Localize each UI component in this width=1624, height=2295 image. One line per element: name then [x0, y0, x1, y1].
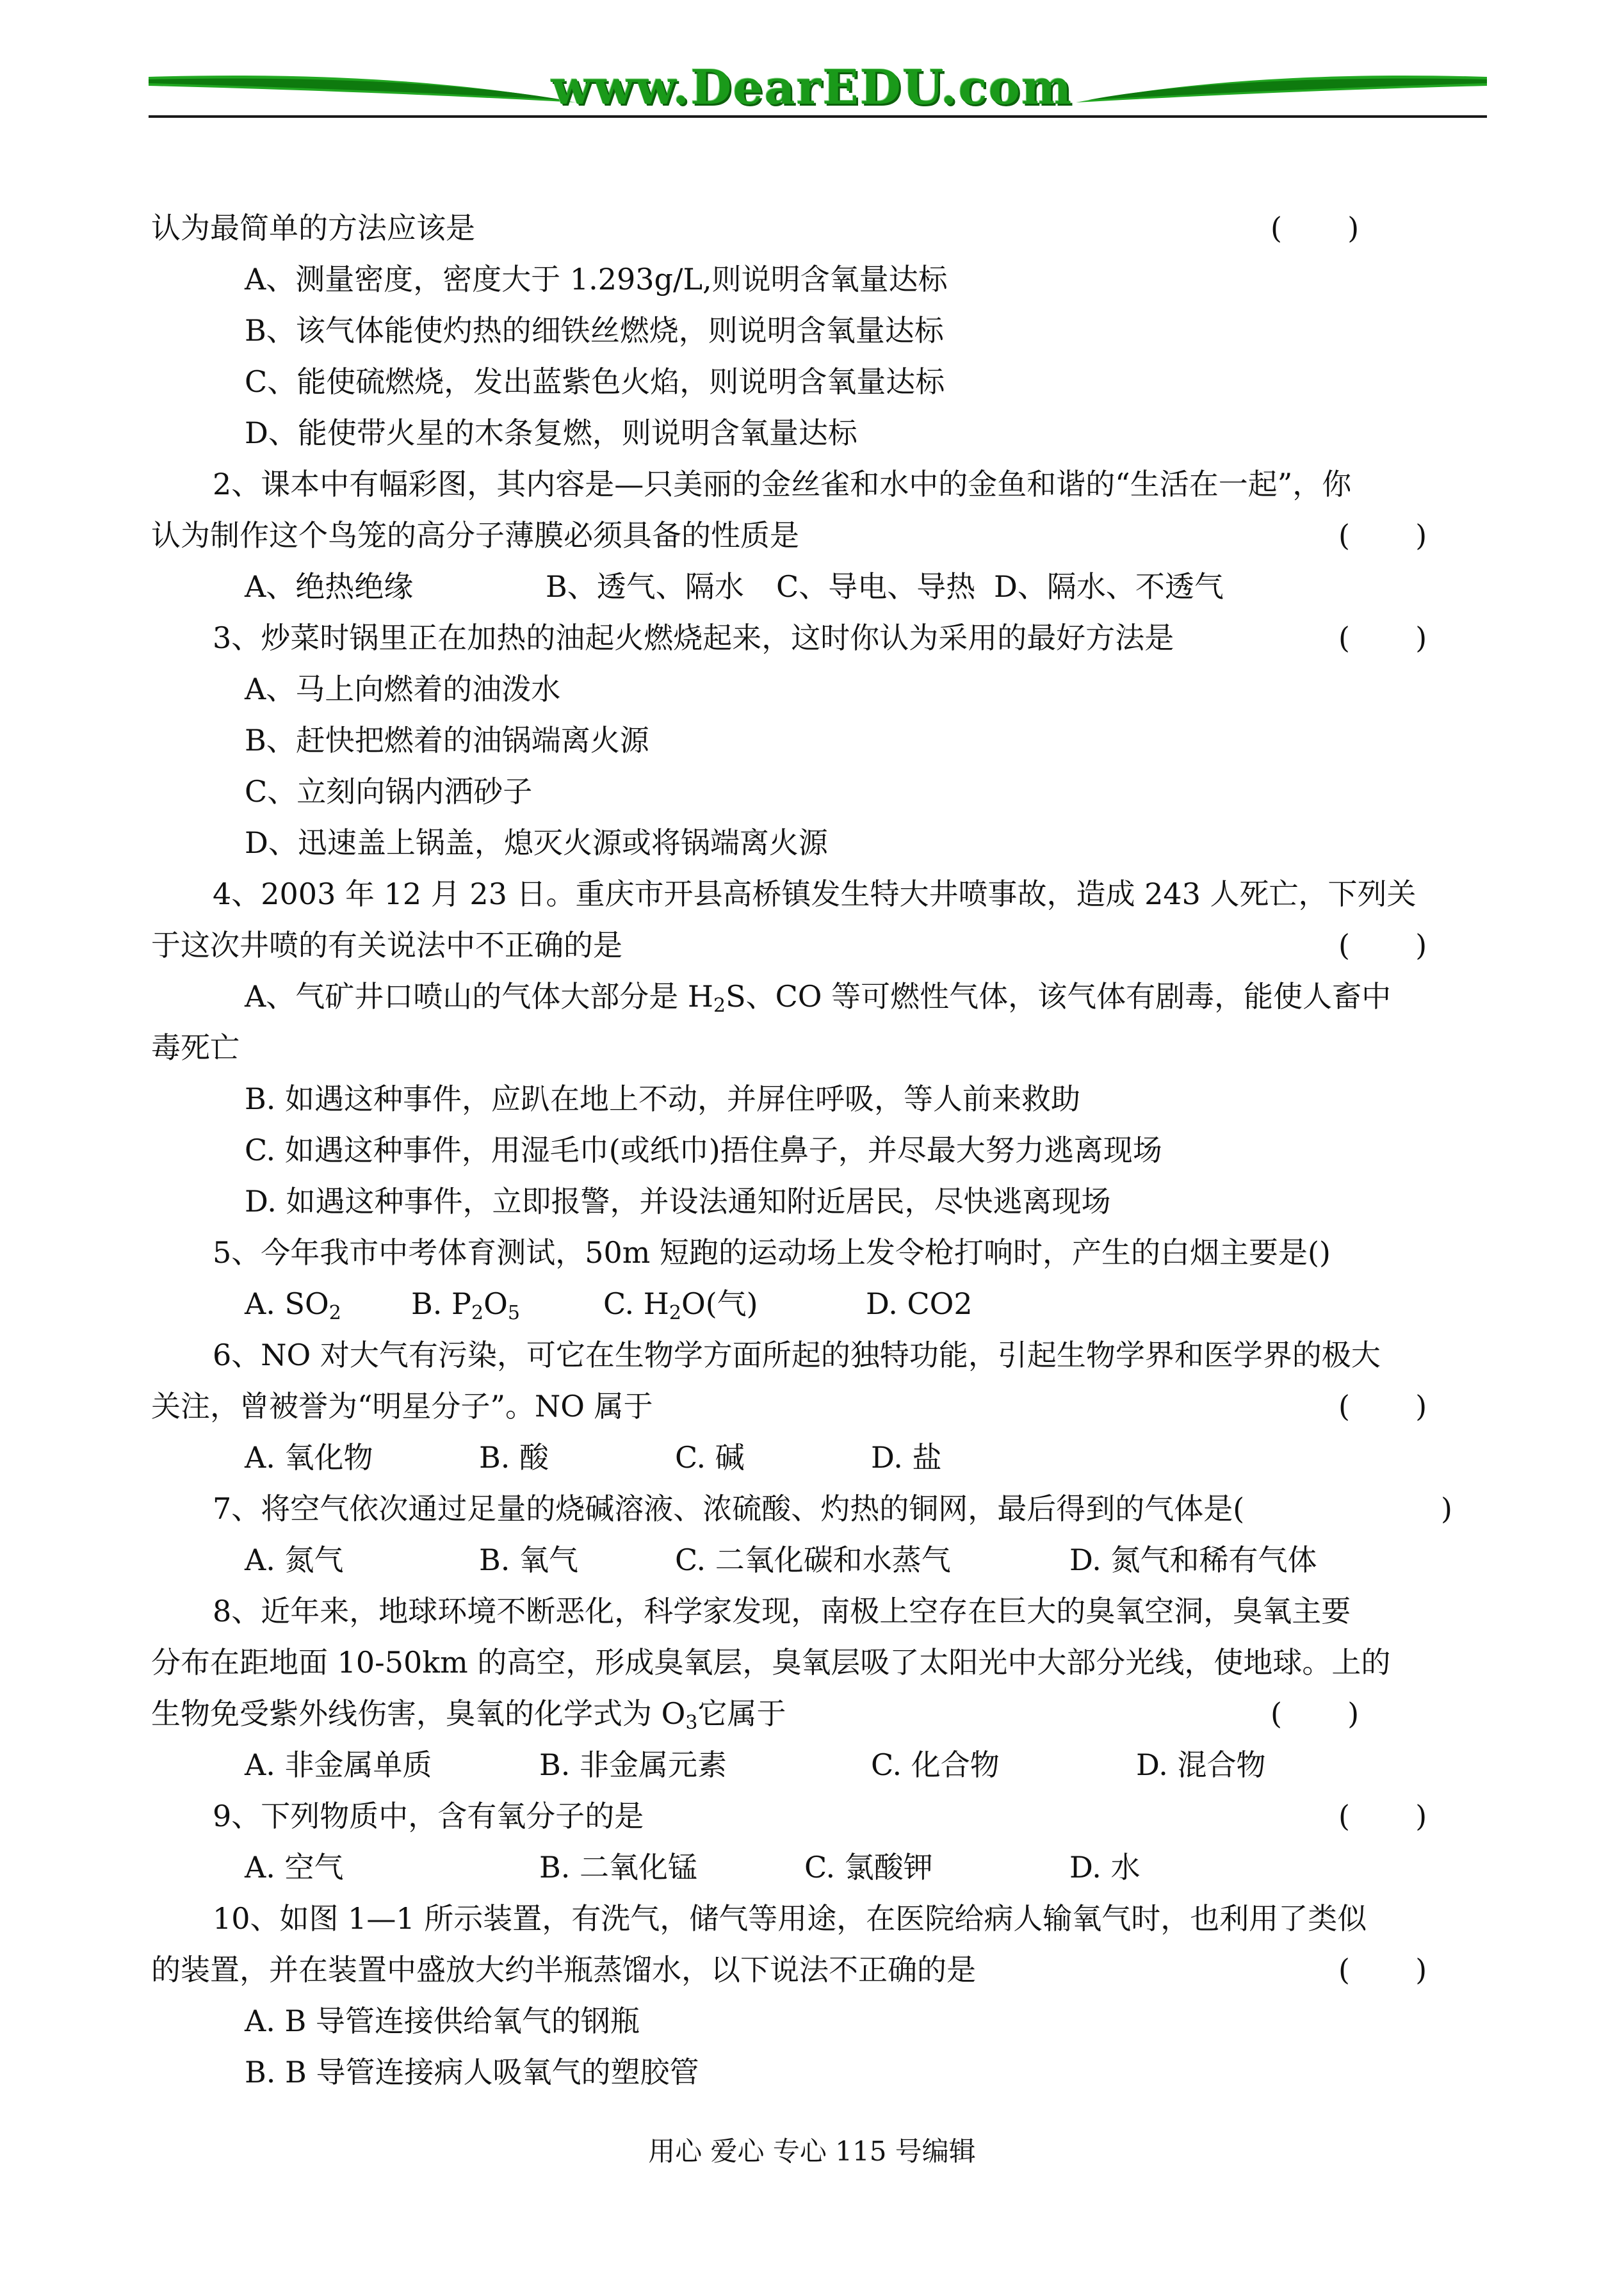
q10-stem-line1: 10、如图 1—1 所示装置，有洗气，储气等用途，在医院给病人输氧气时，也利用了类似	[213, 1901, 1367, 1936]
q8-stem-line1: 8、近年来，地球环境不断恶化，科学家发现，南极上空存在巨大的臭氧空洞，臭氧主要	[213, 1594, 1351, 1628]
q3-option-d: D、迅速盖上锅盖，熄灭火源或将锅端离火源	[245, 825, 828, 860]
q1-option-a: A、测量密度，密度大于 1.293g/L,则说明含氧量达标	[245, 262, 948, 296]
q2-answer-blank: ( )	[1338, 518, 1427, 553]
q6-option-b: B. 酸	[479, 1440, 549, 1475]
q1-option-d: D、能使带火星的木条复燃，则说明含氧量达标	[245, 416, 857, 450]
q5-options	[245, 1278, 973, 1329]
q8-option-c: C. 化合物	[871, 1748, 1000, 1782]
q6-option-c: C. 碱	[675, 1440, 745, 1475]
q6-option-d: D. 盐	[871, 1440, 942, 1475]
q2-option-a: A、绝热绝缘	[245, 569, 414, 604]
q7-stem: 7、将空气依次通过足量的烧碱溶液、浓硫酸、灼热的铜网，最后得到的气体是(	[213, 1491, 1245, 1526]
q1-answer-blank: ( )	[1271, 211, 1360, 245]
q4-option-b: B. 如遇这种事件，应趴在地上不动，并屏住呼吸，等人前来救助	[245, 1082, 1081, 1116]
header-divider	[149, 115, 1487, 118]
q9-option-c: C. 氯酸钾	[804, 1850, 933, 1885]
page-footer: 用心 爱心 专心 115 号编辑	[648, 2136, 976, 2167]
q3-option-b: B、赶快把燃着的油锅端离火源	[245, 723, 649, 758]
q2-option-d: D、隔水、不透气	[994, 569, 1224, 604]
q4-stem-line1: 4、2003 年 12 月 23 日。重庆市开县高桥镇发生特大井喷事故，造成 243 人死亡，下列关	[213, 877, 1417, 911]
q4-option-d: D. 如遇这种事件，立即报警，并设法通知附近居民，尽快逃离现场	[245, 1184, 1111, 1219]
q7-option-a: A. 氮气	[245, 1543, 344, 1577]
site-logo-text: www.DearEDU.com	[551, 60, 1073, 115]
q7-answer-blank: )	[1441, 1491, 1452, 1526]
q6-stem-line2: 关注，曾被誉为“明星分子”。NO 属于	[151, 1389, 653, 1423]
q2-stem-line2: 认为制作这个鸟笼的高分子薄膜必须具备的性质是	[151, 518, 799, 553]
q3-stem: 3、炒菜时锅里正在加热的油起火燃烧起来，这时你认为采用的最好方法是	[213, 620, 1174, 655]
q8-answer-blank: ( )	[1271, 1696, 1360, 1731]
q7-option-d: D. 氮气和稀有气体	[1069, 1543, 1317, 1577]
q8-stem-line3: 生物免受紫外线伤害，臭氧的化学式为 $O_3$它属于	[151, 1696, 786, 1734]
q8-option-b: B. 非金属元素	[539, 1748, 727, 1782]
q7-options	[245, 1534, 1317, 1585]
q1-option-b: B、该气体能使灼热的细铁丝燃烧，则说明含氧量达标	[245, 313, 944, 348]
q4-option-a-continued: 毒死亡	[151, 1030, 240, 1065]
q6-stem-line1: 6、NO 对大气有污染，可它在生物学方面所起的独特功能，引起生物学界和医学界的极大	[213, 1338, 1381, 1372]
q10-stem-line2: 的装置，并在装置中盛放大约半瓶蒸馏水，以下说法不正确的是	[151, 1952, 976, 1987]
q8-option-a: A. 非金属单质	[245, 1748, 432, 1782]
q5-option-c: C. $H_2O$(气)	[603, 1286, 758, 1324]
q1-stem-tail: 认为最简单的方法应该是	[151, 211, 475, 245]
q9-answer-blank: ( )	[1338, 1799, 1427, 1833]
q4-option-c: C. 如遇这种事件，用湿毛巾(或纸巾)捂住鼻子，并尽最大努力逃离现场	[245, 1133, 1162, 1167]
q9-option-b: B. 二氧化锰	[539, 1850, 698, 1885]
q6-answer-blank: ( )	[1338, 1389, 1427, 1423]
q4-stem-line2: 于这次井喷的有关说法中不正确的是	[151, 928, 622, 962]
q9-option-d: D. 水	[1069, 1850, 1141, 1885]
q5-option-d: D. CO2	[866, 1286, 973, 1321]
q3-answer-blank: ( )	[1338, 620, 1427, 655]
q5-stem: 5、今年我市中考体育测试，50m 短跑的运动场上发令枪打响时，产生的白烟主要是()	[213, 1235, 1331, 1270]
q10-option-b: B. B 导管连接病人吸氧气的塑胶管	[245, 2055, 699, 2089]
q2-option-c: C、导电、导热	[776, 569, 976, 604]
q7-option-c: C. 二氧化碳和水蒸气	[675, 1543, 951, 1577]
q7-option-b: B. 氧气	[479, 1543, 579, 1577]
q3-option-c: C、立刻向锅内洒砂子	[245, 774, 533, 809]
q10-option-a: A. B 导管连接供给氧气的钢瓶	[245, 2004, 640, 2038]
q3-option-a: A、马上向燃着的油泼水	[245, 672, 561, 706]
q5-option-b: B. $P_2O_5$	[411, 1286, 520, 1324]
q8-stem-line2: 分布在距地面 10-50km 的高空，形成臭氧层，臭氧层吸了太阳光中大部分光线，使地球。上的	[151, 1645, 1391, 1680]
q9-stem: 9、下列物质中，含有氧分子的是	[213, 1799, 644, 1833]
q4-option-a: A、气矿井口喷山的气体大部分是 $H_2S$、CO 等可燃性气体，该气体有剧毒，能使人畜中	[245, 979, 1392, 1017]
q6-options	[245, 1432, 942, 1483]
q2-option-b: B、透气、隔水	[546, 569, 744, 604]
q10-answer-blank: ( )	[1338, 1952, 1427, 1987]
q8-option-d: D. 混合物	[1136, 1748, 1266, 1782]
q6-option-a: A. 氧化物	[245, 1440, 373, 1475]
q4-answer-blank: ( )	[1338, 928, 1427, 962]
q9-options	[245, 1842, 1141, 1893]
q9-option-a: A. 空气	[245, 1850, 344, 1885]
q5-option-a: A. $SO_2$	[245, 1286, 341, 1324]
q8-options	[245, 1739, 1266, 1790]
q1-option-c: C、能使硫燃烧，发出蓝紫色火焰，则说明含氧量达标	[245, 364, 945, 399]
q2-options	[245, 561, 1224, 612]
header-banner	[0, 0, 1624, 154]
q2-stem-line1: 2、课本中有幅彩图，其内容是—只美丽的金丝雀和水中的金鱼和谐的“生活在一起”，你	[213, 467, 1352, 501]
